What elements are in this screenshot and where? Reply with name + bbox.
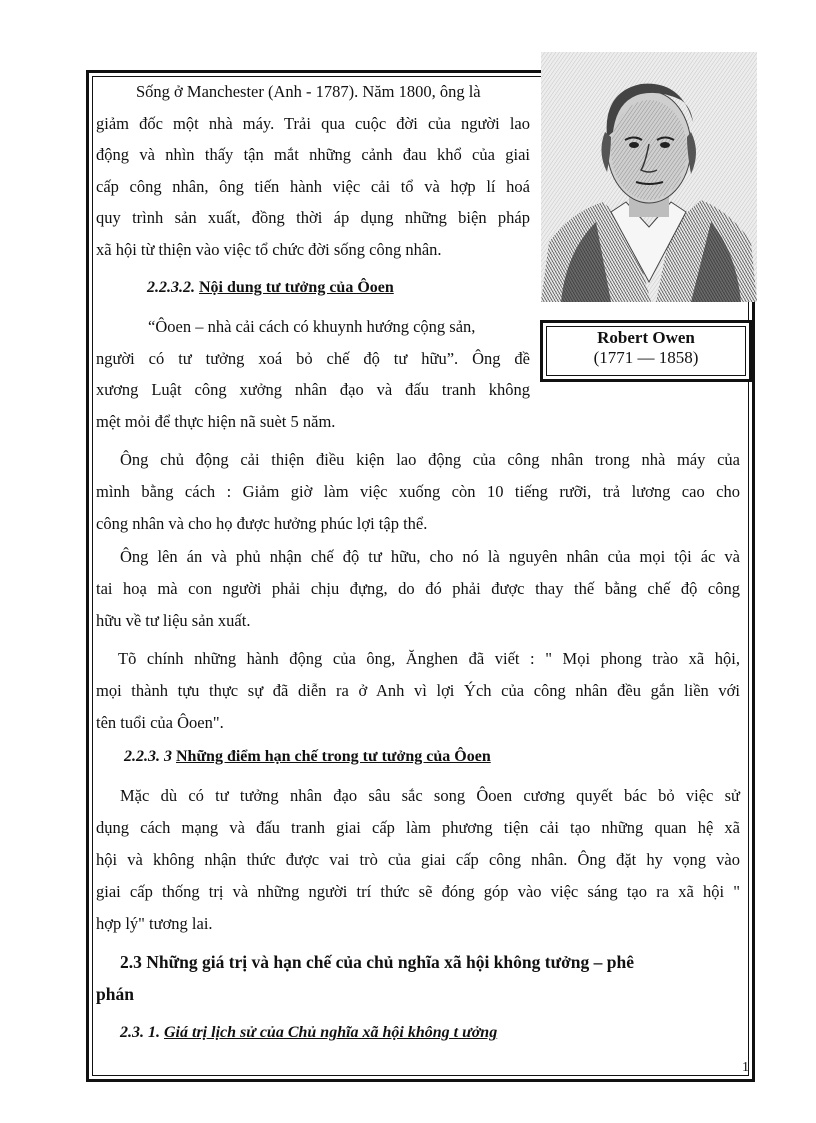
- heading-han-che: [124, 748, 491, 766]
- paragraph-line: tai hoạ mà con người phải chịu đựng, do đó phải được thay thế bằng chế độ công: [96, 579, 740, 598]
- heading-gia-tri: [120, 1024, 497, 1042]
- paragraph-line: tên tuổi của Ôoen".: [96, 713, 224, 732]
- paragraph-line: hữu về tư liệu sản xuất.: [96, 611, 251, 630]
- quote-paragraph: [96, 311, 556, 437]
- quote-line: “Ôoen – nhà cải cách có khuynh hướng cộng sản,: [148, 317, 476, 336]
- paragraph-line: giai cấp thống trị và những người trí thức sẽ đóng góp vào việc sáng tạo ra xã hội ": [96, 882, 740, 901]
- paragraph-line: công nhân và cho họ được hưởng phúc lợi tập thể.: [96, 514, 428, 533]
- intro-line: Sống ở Manchester (Anh - 1787). Năm 1800, ông là: [136, 82, 481, 101]
- quote-line: người có tư tưởng xoá bỏ chế độ tư hữu”. Ông đề: [96, 348, 530, 368]
- portrait-caption: [540, 320, 752, 382]
- intro-line: xã hội từ thiện vào việc tổ chức đời sống công nhân.: [96, 239, 442, 259]
- portrait-name: Robert Owen: [597, 328, 695, 347]
- quote-line: xương Luật công xưởng nhân đạo và đấu tranh không: [96, 380, 530, 399]
- paragraph-cai-thien: [96, 444, 740, 540]
- section-line: phán: [96, 984, 134, 1004]
- quote-line: mệt mỏi để thực hiện nã suèt 5 năm.: [96, 411, 336, 431]
- intro-paragraph: [96, 76, 536, 265]
- paragraph-len-an: [96, 541, 740, 637]
- paragraph-line: hợp lý" tương lai.: [96, 914, 213, 933]
- paragraph-line: dụng cách mạng và đấu tranh giai cấp làm phương tiện cải tạo những quan hệ xã: [96, 818, 740, 837]
- heading-title: Giá trị lịch sử của Chủ nghĩa xã hội không t ưởng: [164, 1024, 498, 1041]
- paragraph-line: mọi thành tựu thực sự đã diễn ra ở Anh vì lợi Ých của công nhân đều gắn liền với: [96, 681, 740, 700]
- paragraph-line: Ông chủ động cải thiện điều kiện lao động của công nhân trong nhà máy của: [120, 450, 740, 469]
- heading-number: 2.2.3.2.: [147, 279, 195, 296]
- page-number: 1: [742, 1060, 749, 1075]
- heading-title: Những điểm hạn chế trong tư tưởng của Ôoen: [176, 748, 491, 765]
- paragraph-anghen: [96, 643, 740, 739]
- paragraph-line: mình bằng cách : Giảm giờ làm việc xuống còn 10 tiếng rưỡi, trả lương cao cho: [96, 482, 740, 501]
- heading-number: 2.2.3. 3: [124, 748, 172, 765]
- paragraph-han-che: [96, 780, 740, 940]
- heading-noi-dung: [147, 279, 394, 297]
- section-line: 2.3 Những giá trị và hạn chế của chủ nghĩa xã hội không tưởng – phê: [120, 952, 634, 972]
- heading-title: Nội dung tư tưởng của Ôoen: [199, 279, 394, 296]
- portrait-years: (1771 — 1858): [593, 348, 699, 367]
- heading-number: 2.3. 1.: [120, 1024, 160, 1041]
- paragraph-line: hội và không nhận thức được vai trò của giai cấp công nhân. Ông đặt hy vọng vào: [96, 850, 740, 869]
- intro-line: quy trình sản xuất, đồng thời áp dụng những biện pháp: [96, 208, 530, 227]
- intro-line: giảm đốc một nhà máy. Trải qua cuộc đời của người lao: [96, 113, 530, 133]
- intro-line: cấp công nhân, ông tiến hành việc cải tổ và hợp lí hoá: [96, 176, 530, 196]
- section-heading-2-3: [96, 946, 740, 1010]
- paragraph-line: Mặc dù có tư tưởng nhân đạo sâu sắc song Ôoen cương quyết bác bỏ việc sử: [120, 786, 740, 805]
- robert-owen-portrait: [541, 52, 757, 302]
- intro-line: động và nhìn thấy tận mắt những cảnh đau khổ của giai: [96, 145, 530, 164]
- paragraph-line: Tõ chính những hành động của ông, Ănghen đã viết : " Mọi phong trào xã hội,: [118, 649, 740, 668]
- paragraph-line: Ông lên án và phủ nhận chế độ tư hữu, cho nó là nguyên nhân của mọi tội ác và: [120, 547, 740, 566]
